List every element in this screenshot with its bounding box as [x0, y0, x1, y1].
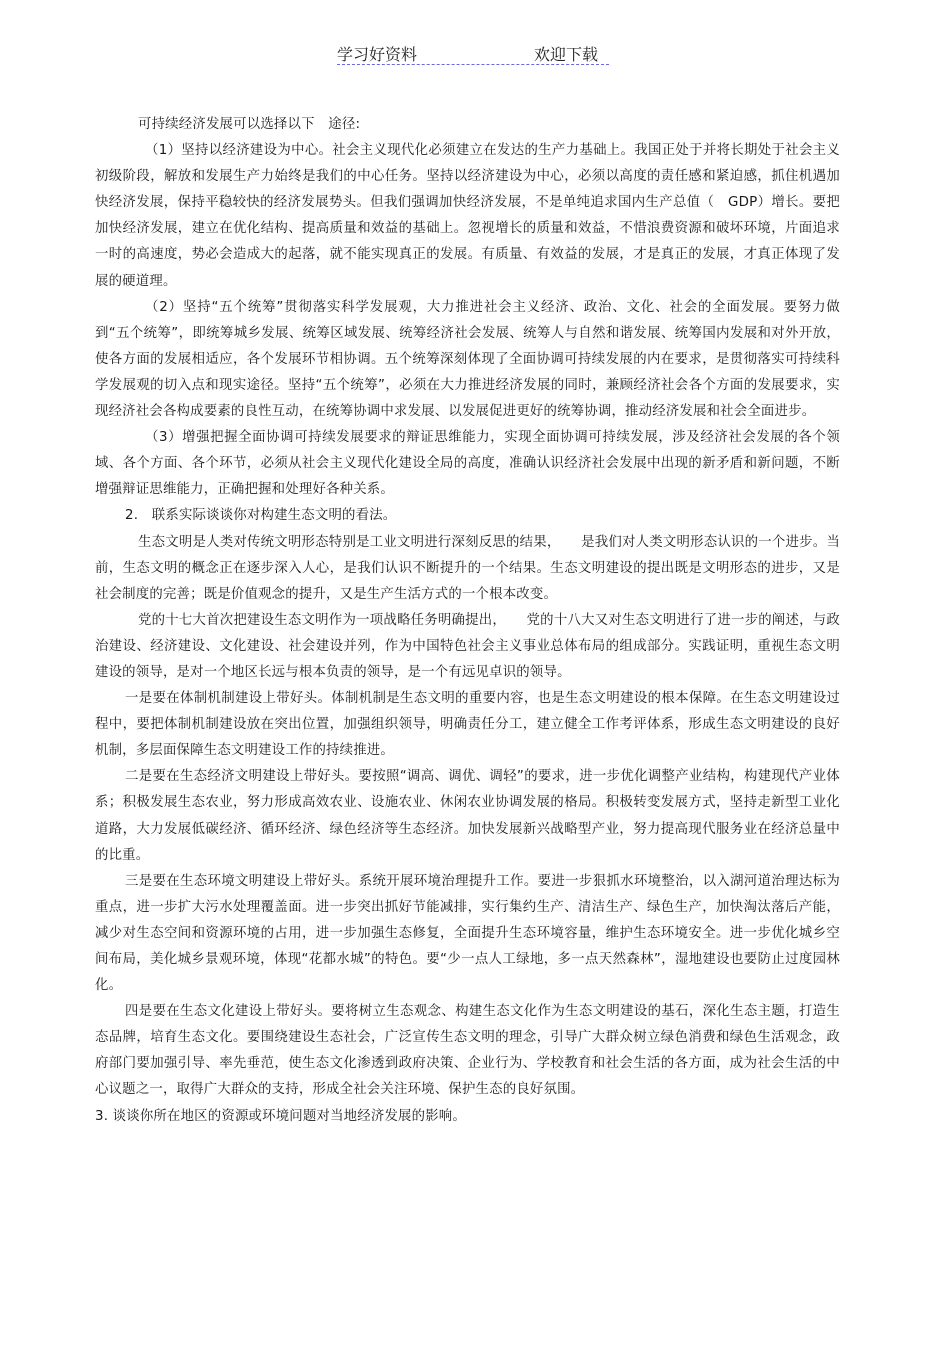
paragraph-first-point: 一是要在体制机制建设上带好头。体制机制是生态文明的重要内容，也是生态文明建设的根本保障。在生态文明建设过程中，要把体制机制建设放在突出位置，加强组织领导，明确责任分工，建立健全工作考评体系，形成生态文明建设的良好机制，多层面保障生态文明建设工作的持续推进。	[95, 691, 840, 759]
document-body	[95, 112, 840, 1130]
paragraph-fourth-point: 四是要在生态文化建设上带好头。要将树立生态观念、构建生态文化作为生态文明建设的基石，深化生态主题，打造生态品牌，培育生态文化。要围绕建设生态社会，广泛宣传生态文明的理念，引导广大群众树立绿色消费和绿色生活观念，政府部门要加强引导、率先垂范，使生态文化渗透到政府决策、企业行为、学校教育和社会生活的各方面，成为社会生活的中心议题之一，取得广大群众的支持，形成全社会关注环境、保护生态的良好氛围。	[95, 1004, 840, 1098]
paragraph-point-2: （2）坚持“五个统筹”贯彻落实科学发展观，大力推进社会主义经济、政治、文化、社会的全面发展。要努力做到“五个统筹”，即统筹城乡发展、统筹区域发展、统筹经济社会发展、统筹人与自然和谐发展、统筹国内发展和对外开放，使各方面的发展相适应，各个发展环节相协调。五个统筹深刻体现了全面协调可持续发展的内在要求，是贯彻落实可持续科学发展观的切入点和现实途径。坚持“五个统筹”，必须在大力推进经济发展的同时，兼顾经济社会各个方面的发展要求，实现经济社会各构成要素的良性互动，在统筹协调中求发展、以发展促进更好的统筹协调，推动经济发展和社会全面进步。	[95, 299, 840, 420]
intro-paragraph: 可持续经济发展可以选择以下 途径:	[138, 117, 361, 132]
question-3-heading: 3. 谈谈你所在地区的资源或环境问题对当地经济发展的影响。	[95, 1108, 466, 1124]
paragraph-point-1: （1）坚持以经济建设为中心。社会主义现代化必须建立在发达的生产力基础上。我国正处于并将长期处于社会主义初级阶段，解放和发展生产力始终是我们的中心任务。坚持以经济建设为中心，必须以高度的责任感和紧迫感，抓住机遇加快经济发展，保持平稳较快的经济发展势头。但我们强调加快经济发展，不是单纯追求国内生产总值（ GDP）增长。要把加快经济发展，建立在优化结构、提高质量和效益的基础上。忽视增长的质量和效益，不惜浪费资源和破坏环境，片面追求一时的高速度，势必会造成大的起落，就不能实现真正的发展。有质量、有效益的发展，才是真正的发展，才真正体现了发展的硬道理。	[95, 143, 840, 289]
paragraph-party-congress: 党的十七大首次把建设生态文明作为一项战略任务明确提出， 党的十八大又对生态文明进行了进一步的阐述，与政治建设、经济建设、文化建设、社会建设并列，作为中国特色社会主义事业总体布局的组成部分。实践证明，重视生态文明建设的领导，是对一个地区长远与根本负责的领导，是一个有远见卓识的领导。	[95, 612, 840, 680]
paragraph-third-point: 三是要在生态环境文明建设上带好头。系统开展环境治理提升工作。要进一步狠抓水环境整治，以入湖河道治理达标为重点，进一步扩大污水处理覆盖面。进一步突出抓好节能减排，实行集约生产、清洁生产、绿色生产，加快淘汰落后产能，减少对生态空间和资源环境的占用，进一步加强生态修复，全面提升生态环境容量，维护生态环境安全。进一步优化城乡空间布局，美化城乡景观环境，体现“花都水城”的特色。要“少一点人工绿地，多一点天然森林”，湿地建设也要防止过度园林化。	[95, 873, 840, 994]
header-left-text: 学习好资料	[337, 45, 418, 64]
paragraph-ecological-civilization: 生态文明是人类对传统文明形态特别是工业文明进行深刻反思的结果， 是我们对人类文明形态认识的一个进步。当前，生态文明的概念正在逐步深入人心，是我们认识不断提升的一个结果。生态文明建设的提出既是文明形态的进步，又是社会制度的完善；既是价值观念的提升，又是生产生活方式的一个根本改变。	[95, 534, 840, 602]
header-right-text: 欢迎下载	[534, 45, 599, 64]
question-2-heading: 2. 联系实际谈谈你对构建生态文明的看法。	[125, 508, 397, 524]
paragraph-second-point: 二是要在生态经济文明建设上带好头。要按照“调高、调优、调轻”的要求，进一步优化调整产业结构，构建现代产业体系；积极发展生态农业，努力形成高效农业、设施农业、休闲农业协调发展的格局。积极转变发展方式，坚持走新型工业化道路，大力发展低碳经济、循环经济、绿色经济等生态经济。加快发展新兴战略型产业，努力提高现代服务业在经济总量中的比重。	[95, 769, 840, 863]
paragraph-point-3: （3）增强把握全面协调可持续发展要求的辩证思维能力，实现全面协调可持续发展，涉及经济社会发展的各个领域、各个方面、各个环节，必须从社会主义现代化建设全局的高度，准确认识经济社会发展中出现的新矛盾和新问题，不断增强辩证思维能力，正确把握和处理好各种关系。	[95, 430, 840, 498]
page-header	[337, 42, 609, 68]
header-divider	[337, 64, 609, 65]
